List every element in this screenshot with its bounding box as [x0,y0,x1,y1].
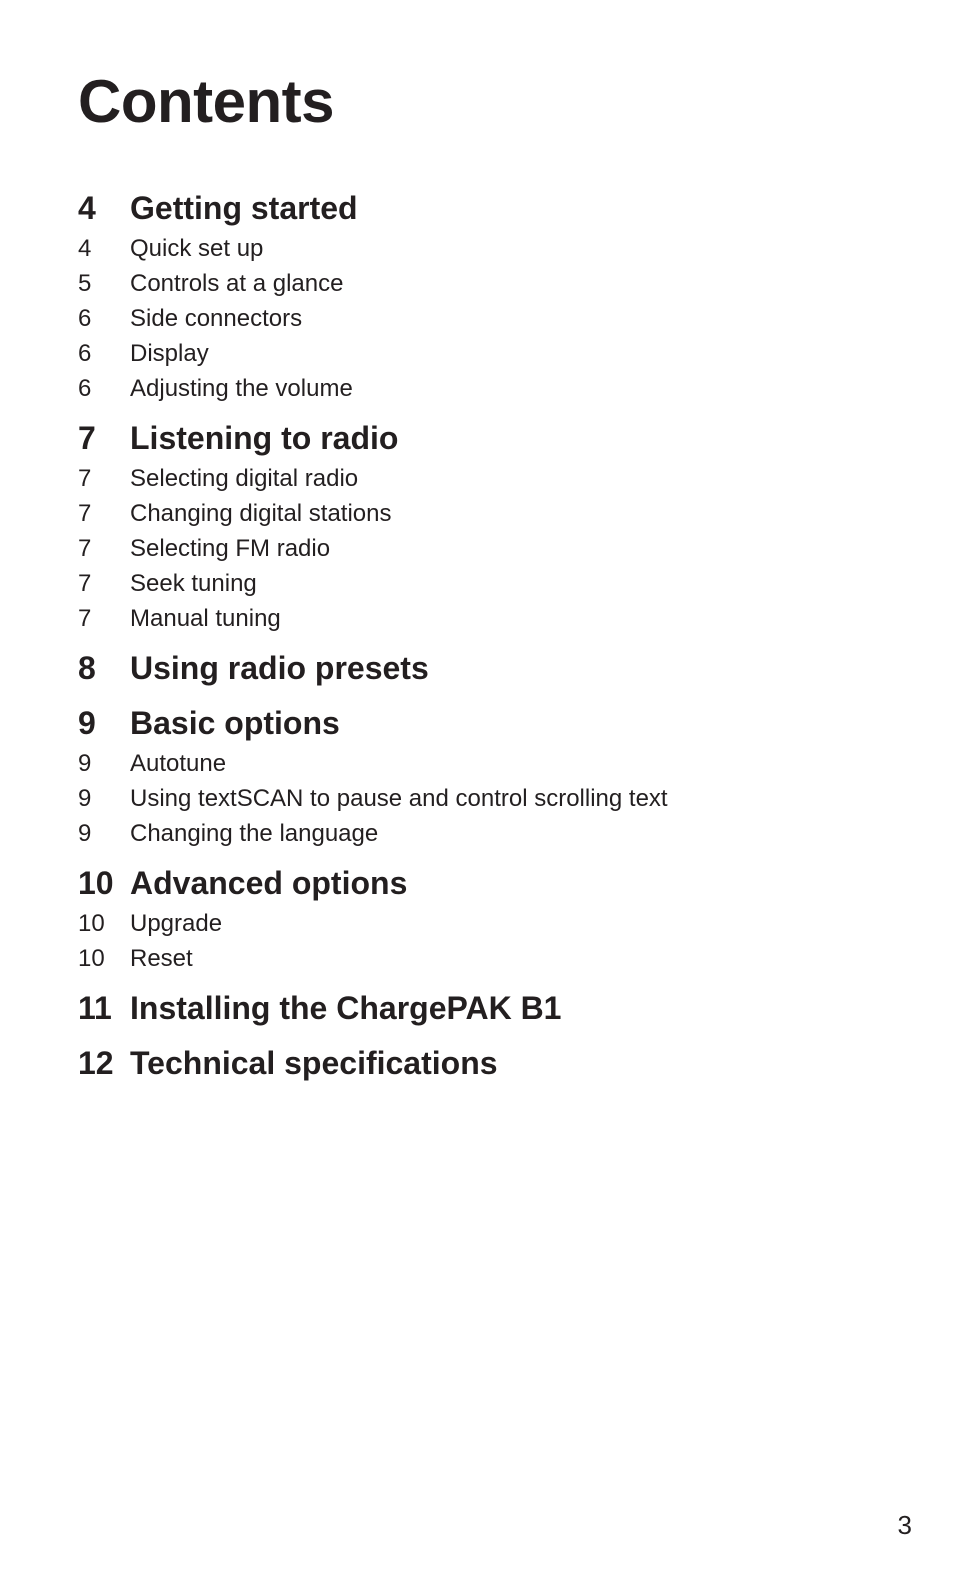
toc-section-heading[interactable] [78,185,898,231]
section-page-number: 7 [78,420,96,456]
entry-title: Autotune [130,750,227,777]
entry-title: Manual tuning [130,605,281,632]
table-of-contents [78,185,898,1086]
toc-entry[interactable] [78,816,898,851]
entry-title: Selecting digital radio [130,465,359,492]
entry-page-number: 5 [78,270,92,297]
section-title: Getting started [130,190,358,226]
section-title: Basic options [130,705,340,741]
entry-page-number: 4 [78,235,92,262]
section-title: Listening to radio [130,420,399,456]
entry-page-number: 7 [78,605,92,632]
toc-entry[interactable] [78,266,898,301]
entry-title: Display [130,340,209,367]
toc-section-heading[interactable] [78,985,898,1031]
entry-title: Adjusting the volume [130,375,353,402]
entry-title: Side connectors [130,305,303,332]
section-title: Advanced options [130,865,408,901]
entry-title: Reset [130,945,193,972]
entry-page-number: 9 [78,750,92,777]
entry-page-number: 10 [78,945,105,972]
toc-section-heading[interactable] [78,645,898,691]
toc-entry[interactable] [78,496,898,531]
toc-section-heading[interactable] [78,700,898,746]
section-title: Technical specifications [130,1045,498,1081]
toc-entry[interactable] [78,781,898,816]
entry-title: Selecting FM radio [130,535,331,562]
toc-entry[interactable] [78,336,898,371]
entry-page-number: 9 [78,785,92,812]
section-title: Installing the ChargePAK B1 [130,990,562,1026]
toc-section-heading[interactable] [78,1040,898,1086]
toc-entry[interactable] [78,941,898,976]
entry-page-number: 6 [78,340,92,367]
toc-entry[interactable] [78,371,898,406]
section-title: Using radio presets [130,650,429,686]
toc-entry[interactable] [78,301,898,336]
entry-page-number: 9 [78,820,92,847]
entry-page-number: 7 [78,500,92,527]
section-page-number: 10 [78,865,114,901]
entry-page-number: 10 [78,910,105,937]
toc-entry[interactable] [78,531,898,566]
page-title: Contents [78,68,334,135]
entry-title: Quick set up [130,235,264,262]
entry-page-number: 7 [78,535,92,562]
toc-section-heading[interactable] [78,415,898,461]
section-page-number: 9 [78,705,96,741]
toc-entry[interactable] [78,746,898,781]
toc-entry[interactable] [78,231,898,266]
toc-entry[interactable] [78,566,898,601]
entry-title: Changing digital stations [130,500,392,527]
toc-entry[interactable] [78,601,898,636]
entry-title: Using textSCAN to pause and control scrolling text [130,785,668,812]
entry-page-number: 7 [78,465,92,492]
entry-page-number: 7 [78,570,92,597]
toc-section-heading[interactable] [78,860,898,906]
section-page-number: 4 [78,190,96,226]
entry-title: Upgrade [130,910,223,937]
page-number: 3 [897,1510,912,1540]
entry-title: Seek tuning [130,570,257,597]
toc-entry[interactable] [78,461,898,496]
entry-title: Changing the language [130,820,379,847]
entry-title: Controls at a glance [130,270,344,297]
toc-entry[interactable] [78,906,898,941]
section-page-number: 8 [78,650,96,686]
entry-page-number: 6 [78,375,92,402]
entry-page-number: 6 [78,305,92,332]
section-page-number: 11 [78,990,112,1026]
section-page-number: 12 [78,1045,114,1081]
